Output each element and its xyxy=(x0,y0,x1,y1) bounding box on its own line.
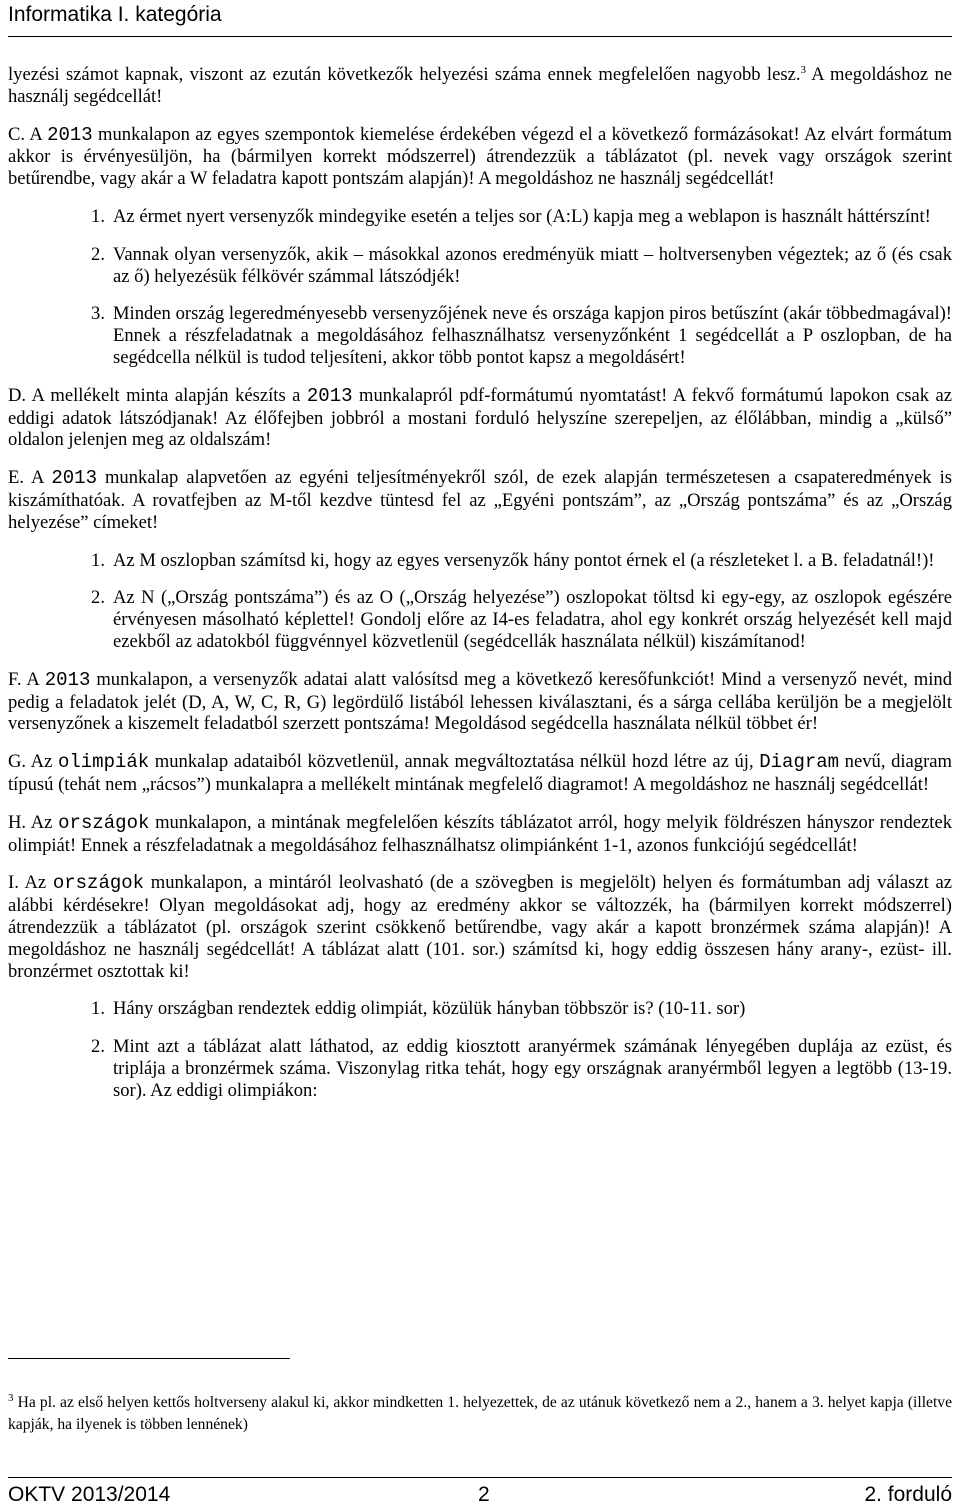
task-i: I. Az országok munkalapon, a mintáról leolvasható (de a szövegben is megjelölt) helyen és formátumban adj választ az alábbi kérdésekre! Olyan megoldásokat adj, hogy az eredmény akkor se változzék, ha (bármilyen korrekt módszerrel) átrendezzük a táblázatot (pl. országok szerint csökkenő betűrendbe, vagy akár a kapott bronzérmek száma alapján)! A megoldáshoz ne használj segédcellát! A táblázat alatt (101. sor.) számítsd ki, hogy eddig összesen hány arany-, ezüst- ill. bronzérmet osztottak ki! xyxy=(8,872,952,982)
paragraph-continuation: lyezési számot kapnak, viszont az ezután következők helyezési száma ennek megfelelően nagyobb lesz.$^3$ A megoldáshoz ne használj segédcellát! xyxy=(8,63,952,107)
footnote-ref: 3 xyxy=(800,63,806,76)
task-d: D. A mellékelt minta alapján készíts a 2013 munkalapról pdf-formátumú nyomtatást! A fekvő formátumú lapokon csak az eddigi adatok látszódjanak! Az élőfejben jobbról a mostani forduló helyszíne szerepeljen, az élőlábban, mindig a „külső” oldalon jelenjen meg az oldalszám! xyxy=(8,384,952,451)
task-i-item-1: 1. Hány országban rendeztek eddig olimpiát, közülük hányban többször is? (10-11. sor) xyxy=(91,998,746,1020)
task-f: F. A 2013 munkalapon, a versenyzők adatai alatt valósítsd meg a következő keresőfunkciót! Mind a versenyző nevét, mind pedig a feladatok jelét (D, A, W, C, R, G) legördülő listából lehessen kiválasztani, és a sárga cellába kerüljön be a megjelölt versenyzőnek a kiszemelt feladatból szerzett pontszáma! Megoldásod segédcella használata nélkül többet ér! xyxy=(8,668,952,735)
task-e: E. A 2013 munkalap alapvetően az egyéni teljesítményekről szól, de ezek alapján természetesen a csapateredmények is kiszámíthatóak. A rovatfejben az M-től kezdve tüntesd fel az „Egyéni pontszám”, az „Ország pontszáma” és az „Ország helyezése” címeket! xyxy=(8,467,952,533)
task-c-item-1: 1. Az érmet nyert versenyzők mindegyike esetén a teljes sor (A:L) kapja meg a weblapon is használt háttérszínt! xyxy=(91,205,931,227)
page-footer xyxy=(8,1477,952,1512)
footer-right: 2. forduló xyxy=(864,1483,952,1506)
task-i-item-2: 2. Mint azt a táblázat alatt láthatod, az eddig kiosztott aranyérmek számának lényegében duplája az ezüst, és triplája a bronzérmek száma. Viszonylag ritka tehát, hogy egy országnak aranyérmből legyen a legtöbb (13-19. sor). Az eddigi olimpiákon: xyxy=(91,1036,952,1101)
task-e-item-1: 1. Az M oszlopban számítsd ki, hogy az egyes versenyzők hány pontot érnek el (a részleteket l. a B. feladatnál!)! xyxy=(91,549,935,571)
task-h: H. Az országok munkalapon, a mintának megfelelően készíts táblázatot arról, hogy melyik földrészen hányszor rendeztek olimpiát! Ennek a részfeladatnak a megoldásához felhasználhatsz olimpiánként 1-1, azonos funkciójú segédcellát! xyxy=(8,811,953,856)
page-number: 2 xyxy=(478,1483,490,1506)
task-g: G. Az olimpiák munkalap adataiból közvetlenül, annak megváltoztatása nélkül hozd létre az új, Diagram nevű, diagram típusú (tehát nem „rácsos”) munkalapra a mellékelt mintának megfelelő diagramot! A megoldáshoz ne használj segédcellát! xyxy=(8,751,953,795)
footnote: $^3$ Ha pl. az első helyen kettős holtverseny alakul ki, akkor mindketten 1. helyezettek, de az utánuk következő nem a 2., hanem a 3. helyet kapja (illetve kapják, ha ilyenek is többen lennének) xyxy=(8,1391,952,1433)
page-header xyxy=(8,0,952,37)
footer-left: OKTV 2013/2014 xyxy=(8,1483,171,1506)
header-title: Informatika I. kategória xyxy=(8,3,222,26)
task-c: C. A 2013 munkalapon az egyes szempontok kiemelése érdekében végezd el a következő formázásokat! Az elvárt formátum akkor is érvényesüljön, ha (bármilyen korrekt módszerrel) átrendezzük a táblázatot (pl. nevek vagy országok szerint betűrendbe, vagy akár a W feladatra kapott pontszám alapján)! A megoldáshoz ne használj segédcellát! xyxy=(8,123,952,190)
page-body xyxy=(8,64,952,1101)
task-c-item-3: 3. Minden ország legeredményesebb versenyzőjének neve és országa kapjon piros betűszínt (akár többedmagával)! Ennek a részfeladatnak a megoldásához felhasználhatsz versenyzőnként 1 segédcellát a P oszlopban, de ha segédcella nélkül is tudod teljesíteni, akkor több pontot kapsz a megoldásért! xyxy=(91,303,952,368)
task-c-item-2: 2. Vannak olyan versenyzők, akik – másokkal azonos eredményük miatt – holtversenyben végeztek; az ő (és csak az ő) helyezésük félkövér számmal látszódjék! xyxy=(91,243,952,287)
task-e-item-2: 2. Az N („Ország pontszáma”) és az O („Ország helyezése”) oszlopokat töltsd ki egy-egy, az oszlopok egészére érvényesen másolható képlettel! Gondolj előre az I4-es feladatra, ahol egy konkrét ország helyezését kell majd ezekből az adatokból függvénnyel közvetlenül (segédcellák használata nélkül) kiszámítanod! xyxy=(91,587,952,652)
footnote-separator xyxy=(8,1358,290,1359)
